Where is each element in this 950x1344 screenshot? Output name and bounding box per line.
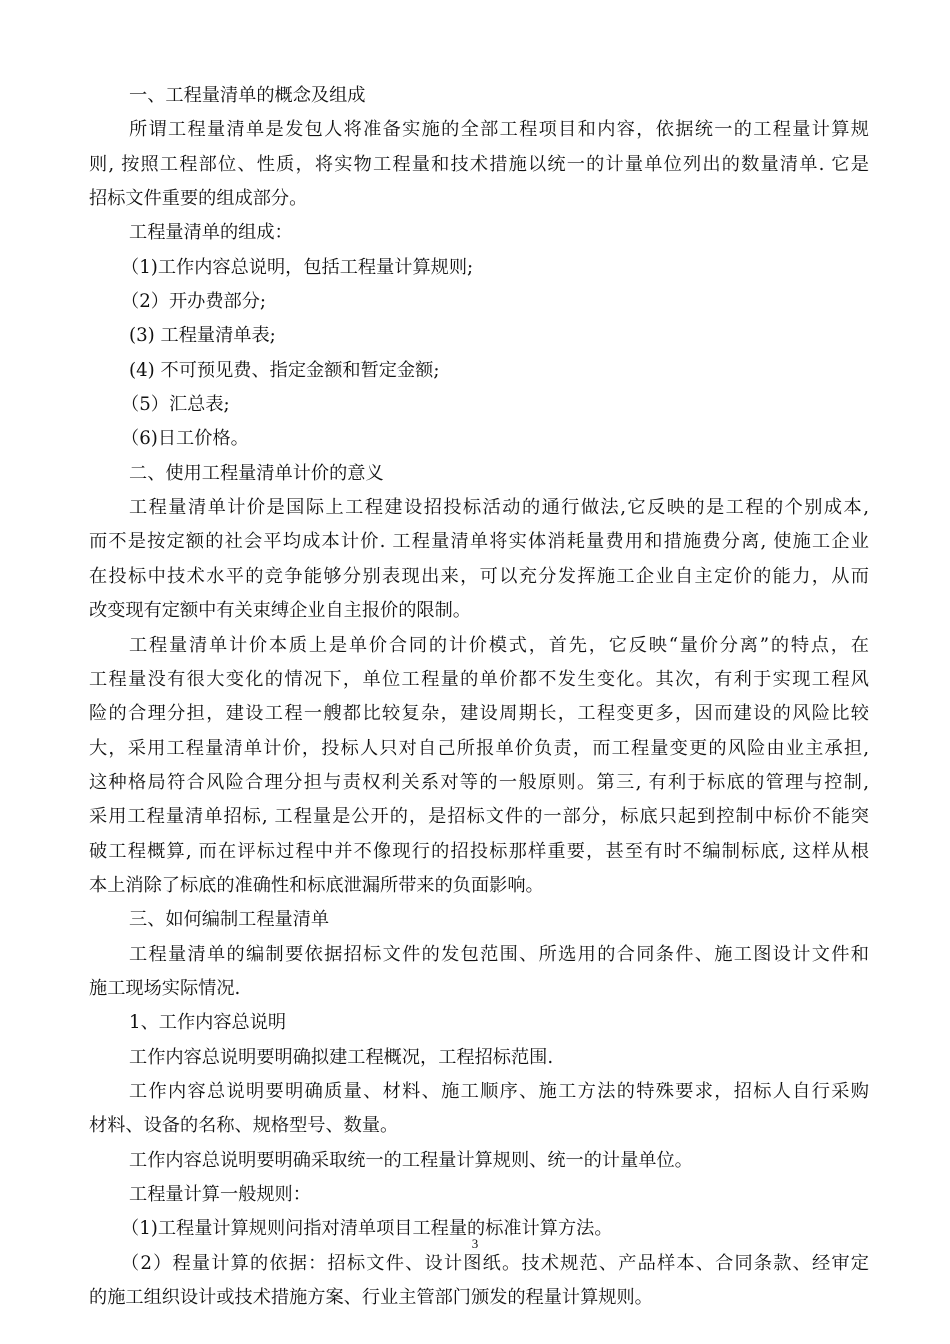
subsection-heading: 1、工作内容总说明 [129,1012,287,1034]
section-heading: 一、工程量清单的概念及组成 [129,85,366,106]
paragraph-line: 则, 按照工程部位、性质，将实物工程量和技术措施以统一的计量单位列出的数量清单. 它是 [89,153,869,175]
paragraph-line: 本上消除了标底的准确性和标底泄漏所带来的负面影响。 [89,874,544,896]
paragraph-line: 工程量计算一般规则： [129,1184,311,1205]
paragraph-line: 招标文件重要的组成部分。 [89,188,308,210]
list-item: （1)工作内容总说明，包括工程量计算规则; [121,256,474,278]
paragraph-line: 大，采用工程量清单计价，投标人只对自己所报单价负责，而工程量变更的风险由业主承担, [89,737,869,759]
paragraph-line: 在投标中技术水平的竞争能够分别表现出来，可以充分发挥施工企业自主定价的能力，从而 [89,565,869,587]
paragraph-line: 工程量清单计价是国际上工程建设招投标活动的通行做法,它反映的是工程的个别成本, [129,497,869,519]
list-item: （5）汇总表; [121,394,230,416]
paragraph-line: 改变现有定额中有关束缚企业自主报价的限制。 [89,600,471,622]
list-item: （6)日工价格。 [121,428,249,450]
paragraph-line: 材料、设备的名称、规格型号、数量。 [89,1115,399,1137]
paragraph-line: 险的合理分担，建设工程一艘都比较复杂，建设周期长，工程变更多，因而建设的风险比较 [89,703,869,725]
list-item: (4) 不可预见费、指定金额和暂定金额; [129,359,440,381]
paragraph-line: 工作内容总说明要明确质量、材料、施工顺序、施工方法的特殊要求，招标人自行采购 [129,1080,869,1102]
document-body [89,79,869,1315]
section-heading: 二、使用工程量清单计价的意义 [129,462,384,484]
paragraph-line: 破工程概算, 而在评标过程中并不像现行的招投标那样重要，甚至有时不编制标底, 这样从根 [89,840,869,862]
paragraph-line: 工程量清单计价本质上是单价合同的计价模式，首先，它反映“量价分离”的特点，在 [129,634,869,656]
page-number: 3 [471,1236,479,1251]
paragraph-line: 工程量没有很大变化的情况下，单位工程量的单价都不发生变化。其次，有利于实现工程风 [89,668,869,690]
paragraph-line: 所谓工程量清单是发包人将准备实施的全部工程项目和内容，依据统一的工程量计算规 [129,119,869,141]
paragraph-line: 施工现场实际情况. [89,977,241,999]
paragraph-line: 工作内容总说明要明确拟建工程概况，工程招标范围. [129,1046,554,1068]
section-heading: 三、如何编制工程量清单 [129,909,330,931]
list-item: （2）程量计算的依据：招标文件、设计图纸。技术规范、产品样本、合同条款、经审定 [121,1252,869,1274]
list-item: （2）开办费部分; [121,291,267,313]
paragraph-line: 采用工程量清单招标, 工程量是公开的，是招标文件的一部分，标底只起到控制中标价不能突 [89,806,869,828]
paragraph-line: 工作内容总说明要明确采取统一的工程量计算规则、统一的计量单位。 [129,1149,693,1171]
list-item: (3) 工程量清单表; [129,325,276,347]
paragraph-line: 这种格局符合风险合理分担与责权利关系对等的一般原则。第三, 有利于标底的管理与控制, [89,771,869,793]
paragraph-line: 工程量清单的组成： [129,222,293,244]
paragraph-line: 的施工组织设计或技术措施方案、行业主管部门颁发的程量计算规则。 [89,1287,653,1309]
list-item: （1)工程量计算规则问指对清单项目工程量的标准计算方法。 [121,1218,613,1240]
paragraph-line: 工程量清单的编制要依据招标文件的发包范围、所选用的合同条件、施工图设计文件和 [129,943,869,965]
paragraph-line: 而不是按定额的社会平均成本计价. 工程量清单将实体消耗量费用和措施费分离, 使施工企业 [89,531,869,553]
